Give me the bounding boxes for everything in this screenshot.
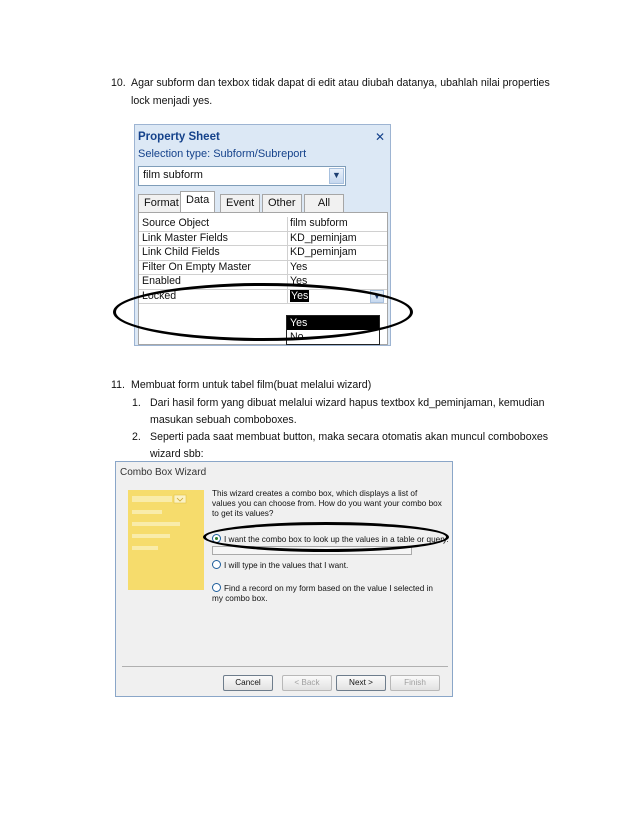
object-selector-value: film subform [143, 169, 203, 181]
property-label: Source Object [142, 217, 210, 229]
wizard-title: Combo Box Wizard [120, 467, 207, 478]
property-value[interactable]: Yes [287, 275, 387, 289]
cancel-button[interactable]: Cancel [223, 675, 273, 691]
property-label: Link Master Fields [142, 231, 228, 244]
property-sheet-title: Property Sheet [138, 131, 220, 143]
property-label: Filter On Empty Master [142, 260, 251, 273]
option-find-record[interactable] [212, 583, 437, 604]
wizard-illustration-icon [128, 490, 204, 590]
property-label: Locked [142, 289, 177, 302]
option-type-values[interactable] [212, 560, 348, 571]
property-row[interactable] [139, 217, 387, 232]
property-value[interactable]: KD_peminjam [287, 232, 387, 246]
option-find-label: Find a record on my form based on the value I selected in my combo box. [212, 584, 433, 603]
option-type-label: I will type in the values that I want. [224, 561, 349, 570]
property-value[interactable]: film subform [287, 217, 387, 231]
property-value[interactable]: Yes [287, 261, 387, 275]
dropdown-option-no[interactable]: No [290, 331, 304, 343]
sub2-line1: Seperti pada saat membuat button, maka secara otomatis akan muncul comboboxes [150, 431, 549, 443]
option-lookup-label: I want the combo box to look up the values in a table or query. [224, 535, 449, 544]
item10-line1: Agar subform dan texbox tidak dapat di edit atau diubah datanya, ubahlah nilai properties [131, 77, 550, 89]
item11-number: 11. [111, 379, 125, 391]
item11-text: Membuat form untuk tabel film(buat melalui wizard) [131, 379, 372, 391]
tab-data[interactable]: Data [180, 191, 215, 213]
radio-icon[interactable] [212, 583, 221, 592]
locked-value-text: Yes [291, 289, 309, 302]
tab-all[interactable]: All [304, 194, 344, 212]
separator [122, 666, 448, 667]
tab-format[interactable]: Format [138, 194, 185, 212]
close-icon[interactable]: ✕ [374, 130, 385, 144]
property-value[interactable]: KD_peminjam [287, 246, 387, 260]
tab-event[interactable]: Event [220, 194, 260, 212]
property-row[interactable] [139, 261, 387, 276]
highlight-ellipse [203, 522, 449, 552]
chevron-down-icon[interactable]: ▼ [370, 290, 384, 303]
tab-other[interactable]: Other [262, 194, 302, 212]
back-button[interactable]: < Back [282, 675, 332, 691]
dropdown-option-yes[interactable]: Yes [287, 316, 379, 330]
sub1-line1: Dari hasil form yang dibuat melalui wizard hapus textbox kd_peminjaman, kemudian [150, 397, 545, 409]
next-button[interactable]: Next > [336, 675, 386, 691]
item10-number: 10. [111, 77, 126, 89]
property-row[interactable] [139, 246, 387, 261]
property-label: Enabled [142, 275, 181, 287]
chevron-down-icon[interactable]: ▼ [329, 168, 344, 184]
property-label: Link Child Fields [142, 246, 220, 258]
sub1-number: 1. [132, 397, 141, 409]
sub2-line2: wizard sbb: [150, 448, 204, 460]
item10-line2: lock menjadi yes. [131, 95, 213, 107]
combo-box-wizard [115, 461, 453, 697]
property-row[interactable] [139, 232, 387, 247]
highlight-ellipse [113, 283, 413, 341]
wizard-intro: This wizard creates a combo box, which displays a list of values you can choose from. How do you want your combo box to get its values? [212, 489, 442, 518]
sub2-number: 2. [132, 431, 141, 443]
radio-icon[interactable] [212, 560, 221, 569]
sub1-line2: masukan sebuah comboboxes. [150, 414, 297, 426]
object-selector[interactable] [138, 166, 346, 186]
finish-button[interactable]: Finish [390, 675, 440, 691]
selection-type: Selection type: Subform/Subreport [138, 148, 307, 160]
